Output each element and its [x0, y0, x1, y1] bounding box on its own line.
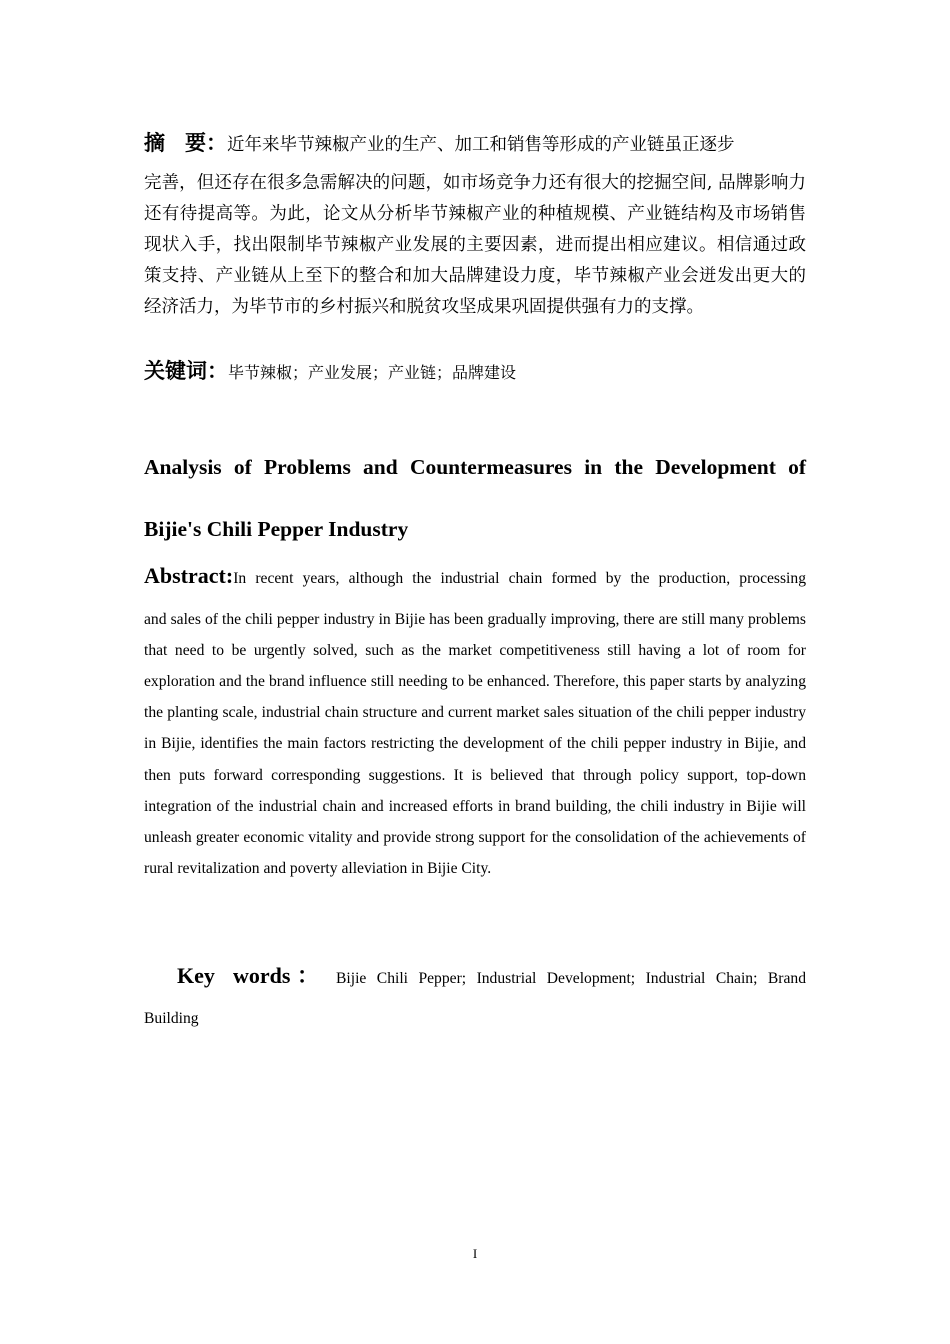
english-title [144, 436, 806, 560]
english-keywords-continuation: Building [144, 1010, 199, 1027]
chinese-abstract-first-line: 摘 要：近年来毕节辣椒产业的生产、加工和销售等形成的产业链虽正逐步 [144, 131, 735, 155]
english-keywords [144, 956, 806, 1039]
chinese-keywords-text: 毕节辣椒；产业发展；产业链；品牌建设 [228, 363, 517, 382]
chinese-abstract-label: 摘 要： [144, 131, 227, 155]
english-keywords-first-line: Key words： Bijie Chili Pepper; Industrial Development; Industrial Chain; Brand [177, 963, 806, 988]
english-title-line-1: Analysis of Problems and Countermeasures in the Development of [144, 455, 806, 479]
chinese-abstract [144, 128, 806, 323]
chinese-keywords [144, 356, 806, 388]
chinese-abstract-body: 完善，但还存在很多急需解决的问题，如市场竞争力还有很大的挖掘空间, 品牌影响力还有待提高等。为此，论文从分析毕节辣椒产业的种植规模、产业链结构及市场销售现状入手，找出限制毕节辣椒产业发展的主要因素，进而提出相应建议。相信通过政策支持、产业链从上至下的整合和加大品牌建设力度，毕节辣椒产业会迸发出更大的经济活力，为毕节市的乡村振兴和脱贫攻坚成果巩固提供强有力的支撑。 [144, 173, 806, 317]
english-abstract-label: Abstract: [144, 563, 234, 588]
english-keywords-label: Key words： [177, 963, 326, 988]
english-abstract-body: and sales of the chili pepper industry in Bijie has been gradually improving, there are still many problems that need to be urgently solved, such as the market competitiveness still having a lot of room for exploration and the brand influence still needing to be enhanced. Therefore, this paper starts by analyzing the planting scale, industrial chain structure and current market sales situation of the chili pepper industry in Bijie, identifies the main factors restricting the development of the chili pepper industry in Bijie, and then puts forward corresponding suggestions. It is believed that through policy support, top-down integration of the industrial chain and increased efforts in brand building, the chili industry in Bijie will unleash greater economic vitality and provide strong support for the consolidation of the achievements of rural revitalization and poverty alleviation in Bijie City. [144, 611, 806, 877]
english-abstract [144, 560, 806, 884]
english-title-line-2: Bijie's Chili Pepper Industry [144, 517, 409, 541]
page-number: I [472, 1246, 478, 1261]
chinese-keywords-label: 关键词： [144, 359, 228, 383]
english-abstract-first-line: Abstract:In recent years, although the industrial chain formed by the production, processing [144, 563, 806, 588]
